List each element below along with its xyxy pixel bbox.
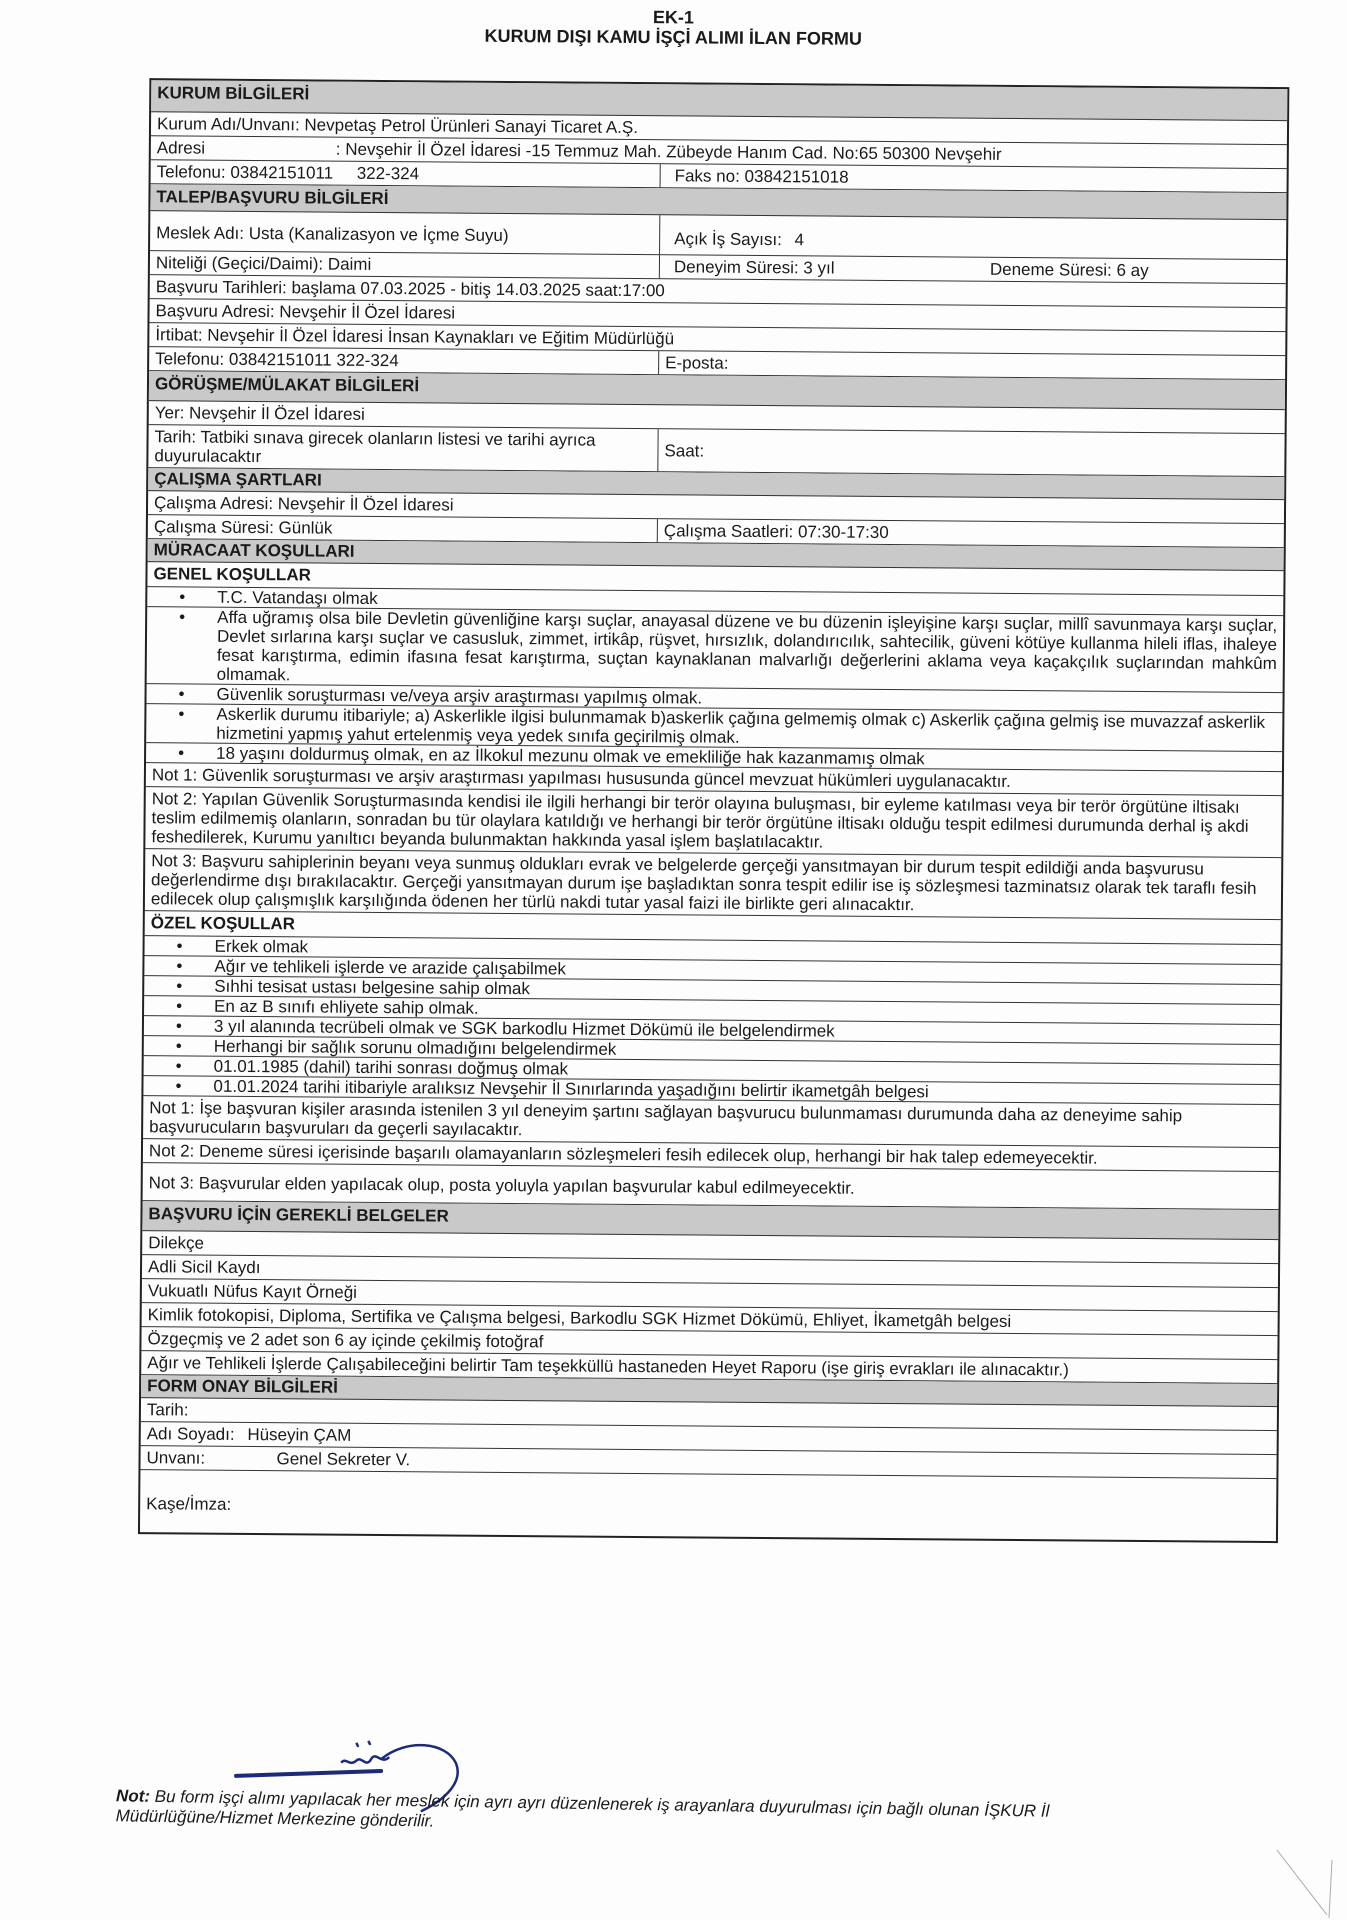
- bullet-icon: •: [179, 607, 186, 627]
- bullet-icon: •: [176, 996, 183, 1016]
- onay-name-label: Adı Soyadı:: [146, 1424, 235, 1444]
- page-corner-mark: [1257, 1830, 1347, 1920]
- footnote-text: Bu form işçi alımı yapılacak her meslek için ayrı ayrı düzenlenerek iş arayanlara duyurulması için bağlı olunan İŞKUR İl Müdürlüğüne/Hizmet Merkezine gönderilir.: [115, 1786, 1050, 1831]
- special-condition-item: • Ağır ve tehlikeli işlerde ve arazide çalışabilmek: [144, 956, 1280, 985]
- kurum-name-value: Nevpetaş Petrol Ürünleri Sanayi Ticaret A.Ş.: [304, 115, 639, 138]
- talep-contact: İrtibat: Nevşehir İl Özel İdaresi İnsan Kaynakları ve Eğitim Müdürlüğü: [155, 325, 675, 349]
- footnote: [116, 1786, 1197, 1844]
- gorusme-place: Yer: Nevşehir İl Özel İdaresi: [154, 403, 365, 424]
- special-note: Not 3: Başvurular elden yapılacak olup, posta yoluyla yapılan başvurular kabul edilmeyecektir.: [143, 1163, 1279, 1210]
- kurum-address-label: Adresi: [156, 138, 206, 158]
- bullet-icon: •: [175, 1056, 182, 1076]
- onay-stamp-row: [140, 1470, 1276, 1541]
- general-note: Not 2: Yapılan Güvenlik Soruşturmasında kendisi ile ilgili herhangi bir terör olayına buluşması, bir eyleme katılması veya bir terör örgütüne iltisakı teslim edilmemiş olanların, sonradan bu tür olaylara katıldığı ve herhangi bir terör örgütüne iltisakı olduğu tespit edilmesi durumunda derhal iş akdi feshedilerek, Kurumu yanıltıcı beyanda bulunmaktan hakkında yasal işlem başlatılacaktır.: [145, 787, 1281, 858]
- onay-title-value: Genel Sekreter V.: [276, 1449, 411, 1470]
- kurum-fax-value: 03842151018: [744, 166, 849, 187]
- special-conditions-title: ÖZEL KOŞULLAR: [145, 911, 1281, 945]
- kurum-name-label: Kurum Adı/Unvanı:: [156, 114, 300, 135]
- special-condition-item: • Sıhhi tesisat ustası belgesine sahip olmak: [144, 976, 1280, 1005]
- application-form: [138, 78, 1289, 1543]
- talep-nature: Niteliği (Geçici/Daimi): Daimi: [150, 251, 660, 278]
- talep-trial: Deneme Süresi: 6 ay: [989, 259, 1149, 281]
- section-muracaat: MÜRACAAT KOŞULLARI: [148, 539, 1284, 571]
- onay-date-label: Tarih:: [146, 1400, 189, 1420]
- bullet-icon: •: [175, 1076, 182, 1096]
- talep-occupation: Meslek Adı: Usta (Kanalizasyon ve İçme Suyu): [150, 211, 660, 254]
- bullet-icon: •: [176, 956, 183, 976]
- talep-experience: Deneyim Süresi: 3 yıl: [673, 257, 835, 278]
- special-condition-item: • Herhangi bir sağlık sorunu olmadığını belgelendirmek: [144, 1036, 1280, 1065]
- footnote-label: Not:: [115, 1786, 151, 1806]
- general-note: Not 1: Güvenlik soruşturması ve arşiv araştırması yapılması hususunda güncel mevzuat hükümleri uygulanacaktır.: [146, 763, 1282, 796]
- general-conditions-title: GENEL KOŞULLAR: [147, 562, 1283, 596]
- required-document: Dilekçe: [142, 1231, 1278, 1264]
- bullet-icon: •: [179, 587, 186, 607]
- calisma-hours: Çalışma Saatleri: 07:30-17:30: [663, 521, 889, 542]
- talep-open-jobs-label: Açık İş Sayısı:: [674, 229, 782, 250]
- talep-dates: Başvuru Tarihleri: başlama 07.03.2025 - bitiş 14.03.2025 saat:17:00: [155, 277, 665, 301]
- special-condition-item: • 3 yıl alanında tecrübeli olmak ve SGK barkodlu Hizmet Dökümü ile belgelendirmek: [144, 1016, 1280, 1045]
- onay-name-value: Hüseyin ÇAM: [247, 1424, 352, 1445]
- special-note: Not 1: İşe başvuran kişiler arasında istenilen 3 yıl deneyim şartını sağlayan başvurucu bulunmaması durumunda daha az deneyime sahip başvurucuların başvuruları da geçerli sayılacaktır.: [143, 1096, 1279, 1148]
- bullet-icon: •: [178, 704, 185, 724]
- talep-apply-address: Başvuru Adresi: Nevşehir İl Özel İdaresi: [155, 301, 456, 323]
- general-condition-item: • Affa uğramış olsa bile Devletin güvenliğine karşı suçlar, anayasal düzene ve bu düzenin işleyişine karşı suçlar, millî savunmaya karşı suçlar, Devlet sırlarına karşı suçlar ve casusluk, zimmet, irtikâp, rüşvet, hırsızlık, dolandırıcılık, sahtecilik, güveni kötüye kullanma hileli iflas, ihaleye fesat karıştırma, edimin ifasına fesat karıştırma, suçtan kaynaklanan malvarlığı değerlerini aklama veya kaçakçılık suçlarından mahkûm olmamak.: [147, 607, 1284, 693]
- special-condition-item: • 01.01.2024 tarihi itibariyle aralıksız Nevşehir İl Sınırlarında yaşadığını belirtir ikametgâh belgesi: [143, 1076, 1279, 1105]
- talep-open-jobs-value: 4: [794, 230, 805, 250]
- kurum-address-value: : Nevşehir İl Özel İdaresi -15 Temmuz Mah. Zübeyde Hanım Cad. No:65 50300 Nevşehir: [335, 139, 1002, 164]
- onay-stamp-label: Kaşe/İmza:: [146, 1494, 232, 1514]
- talep-email-label: E-posta:: [665, 353, 729, 373]
- section-talep: TALEP/BAŞVURU BİLGİLERİ: [150, 184, 1286, 220]
- gorusme-date: Tarih: Tatbiki sınava girecek olanların listesi ve tarihi ayrıca duyurulacaktır: [148, 425, 658, 471]
- calisma-address: Çalışma Adresi: Nevşehir İl Özel İdaresi: [153, 493, 454, 515]
- general-condition-item: • T.C. Vatandaşı olmak: [147, 587, 1283, 616]
- kurum-fax-label: Faks no:: [674, 166, 740, 186]
- special-condition-item: • En az B sınıfı ehliyete sahip olmak.: [144, 996, 1280, 1025]
- required-document: Ağır ve Tehlikeli İşlerde Çalışabileceğini belirtir Tam teşekküllü hastaneden Heyet Raporu (işe giriş evrakları ile alınacaktır.): [141, 1351, 1277, 1384]
- section-kurum: KURUM BİLGİLERİ: [151, 80, 1287, 121]
- general-condition-item: • Güvenlik soruşturması ve/veya arşiv araştırması yapılmış olmak.: [146, 684, 1282, 713]
- required-document: Adli Sicil Kaydı: [142, 1255, 1278, 1288]
- onay-title-label: Unvanı:: [146, 1448, 206, 1468]
- talep-phone: Telefonu: 03842151011 322-324: [149, 347, 659, 374]
- general-condition-item: • Askerlik durumu itibariyle; a) Askerlikle ilgisi bulunmamak b)askerlik çağına gelmemiş olmak c) Askerlik çağına gelmiş ise muvazzaf askerlik hizmetini yapmış yahut ertelenmiş veya yedek sınıfa geçirilmiş olmak.: [146, 704, 1282, 752]
- special-condition-item: • 01.01.1985 (dahil) tarihi sonrası doğmuş olmak: [144, 1056, 1280, 1085]
- bullet-icon: •: [176, 976, 183, 996]
- general-note: Not 3: Başvuru sahiplerinin beyanı veya sunmuş oldukları evrak ve belgelerde gerçeği yansıtmayan bir durum tespit edildiği anda başvurusu değerlendirme dışı bırakılacaktır. Gerçeği yansıtmayan durum işe başladıktan sonra tespit edilir ise iş sözleşmesi tazminatsız olarak tek taraflı fesih edilecek olup çalışmışlık karşılığında ödenen her türlü nakdi tutar yasal faizi ile birlikte geri alınacaktır.: [145, 849, 1281, 920]
- bullet-icon: •: [175, 1036, 182, 1056]
- section-gorusme: GÖRÜŞME/MÜLAKAT BİLGİLERİ: [149, 371, 1285, 410]
- kurum-phone-label: Telefonu:: [156, 162, 226, 182]
- annex-label: EK-1: [652, 7, 694, 28]
- required-document: Vukuatlı Nüfus Kayıt Örneği: [142, 1279, 1278, 1312]
- section-onay: FORM ONAY BİLGİLERİ: [141, 1375, 1277, 1407]
- bullet-icon: •: [178, 684, 185, 704]
- special-condition-item: • Erkek olmak: [144, 936, 1280, 965]
- required-document: Özgeçmiş ve 2 adet son 6 ay içinde çekilmiş fotoğraf: [141, 1327, 1277, 1360]
- section-belgeler: BAŞVURU İÇİN GEREKLİ BELGELER: [142, 1201, 1278, 1240]
- calisma-duration: Çalışma Süresi: Günlük: [148, 515, 658, 542]
- section-calisma: ÇALIŞMA ŞARTLARI: [148, 468, 1284, 500]
- bullet-icon: •: [178, 743, 185, 763]
- form-title: KURUM DIŞI KAMU İŞÇİ ALIMI İLAN FORMU: [484, 25, 862, 49]
- kurum-phone-value: 03842151011 322-324: [230, 162, 420, 184]
- special-note: Not 2: Deneme süresi içerisinde başarılı olamayanların sözleşmeleri fesih edilecek olup, herhangi bir hak talep edemeyecektir.: [143, 1139, 1279, 1172]
- gorusme-time-label: Saat:: [664, 441, 705, 461]
- bullet-icon: •: [176, 936, 183, 956]
- general-condition-item: • 18 yaşını doldurmuş olmak, en az İlkokul mezunu olmak ve emekliliğe hak kazanmamış olmak: [146, 743, 1282, 772]
- bullet-icon: •: [175, 1016, 182, 1036]
- required-document: Kimlik fotokopisi, Diploma, Sertifika ve Çalışma belgesi, Barkodlu SGK Hizmet Dökümü, Ehliyet, İkametgâh belgesi: [142, 1303, 1278, 1336]
